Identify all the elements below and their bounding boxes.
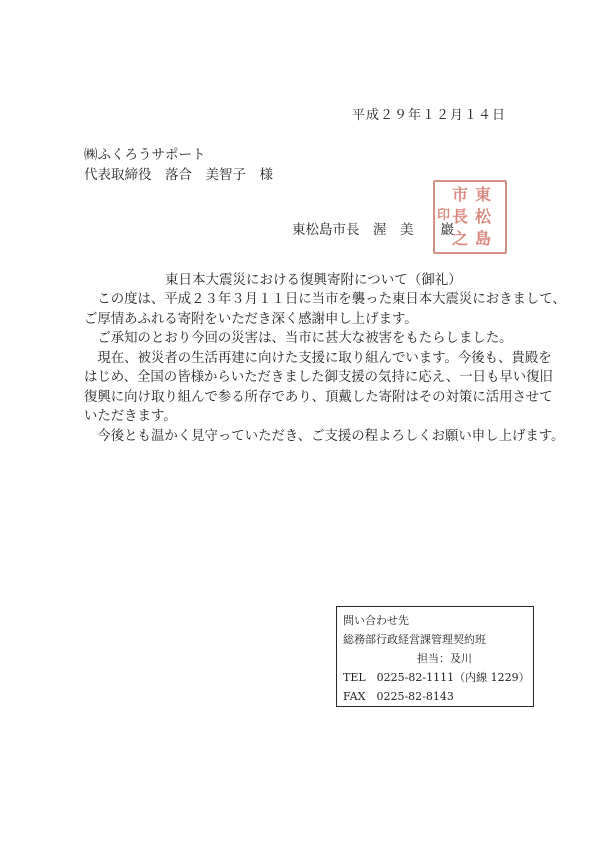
letter-title: 東日本大震災における復興寄附について（御礼） xyxy=(165,272,462,288)
letter-body xyxy=(84,290,566,446)
seal-char: 長 xyxy=(452,207,469,226)
body-line: 現在、被災者の生活再建に向けた支援に取り組んでいます。今後も、貴殿を xyxy=(84,350,552,366)
sender-signature: 東松島市長 渥 美 巖 xyxy=(292,222,454,238)
recipient-name: 代表取締役 落合 美智子 様 xyxy=(84,167,273,183)
body-line: ご承知のとおり今回の災害は、当市に甚大な被害をもたらしました。 xyxy=(84,331,513,346)
contact-person: 担当：及川 xyxy=(417,652,472,665)
seal-char: 島 xyxy=(475,229,492,248)
contact-heading: 問い合わせ先 xyxy=(343,614,409,627)
recipient-company: ㈱ふくろうサポート xyxy=(84,147,206,163)
body-line: この度は、平成２３年３月１１日に当市を襲った東日本大震災におきまして、 xyxy=(84,292,566,307)
body-line: いただきます。 xyxy=(84,409,177,424)
seal-char: 市 xyxy=(452,185,469,204)
contact-box xyxy=(336,606,534,707)
seal-char: 之 xyxy=(452,229,469,248)
contact-fax: FAX 0225-82-8143 xyxy=(343,690,454,703)
official-seal-stamp xyxy=(433,180,507,254)
contact-department: 総務部行政経営課管理契約班 xyxy=(343,633,486,646)
body-line: 復興に向け取り組んで参る所存であり、頂戴した寄附はその対策に活用させて xyxy=(84,389,553,405)
seal-char: 東 xyxy=(475,185,492,204)
body-line: 今後とも温かく見守っていただき、ご支援の程よろしくお願い申し上げます。 xyxy=(84,428,565,444)
seal-char: 印 xyxy=(437,208,451,223)
body-line: ご厚情あふれる寄附をいただき深く感謝申し上げます。 xyxy=(84,311,418,327)
contact-tel: TEL 0225-82-1111（内線 1229） xyxy=(343,671,530,684)
body-line: はじめ、全国の皆様からいただきました御支援の気持に応え、一日も早い復旧 xyxy=(84,370,553,385)
letter-date: 平成２９年１２月１４日 xyxy=(352,108,507,123)
seal-char: 松 xyxy=(475,207,492,226)
